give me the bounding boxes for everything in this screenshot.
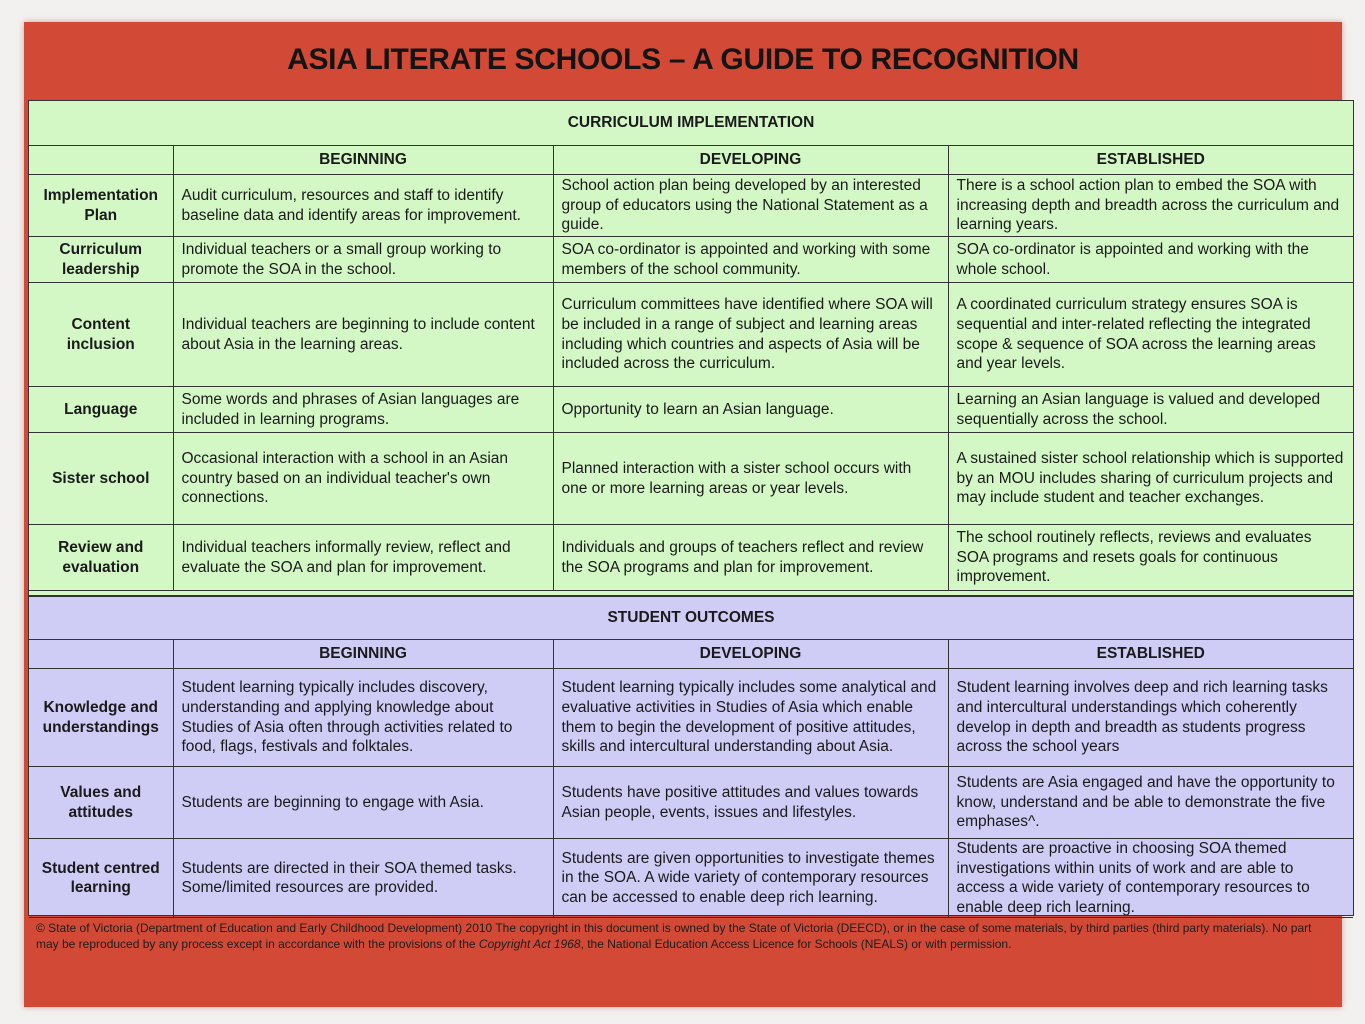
table-row bbox=[29, 433, 1353, 525]
section-heading: CURRICULUM IMPLEMENTATION bbox=[29, 101, 1353, 146]
row-label: Curriculum leadership bbox=[29, 237, 173, 283]
copyright-footer bbox=[36, 920, 1336, 952]
cell-beginning: Occasional interaction with a school in an Asian country based on an individual teacher's own connections. bbox=[173, 433, 553, 525]
row-label: Values and attitudes bbox=[29, 767, 173, 839]
row-label: Language bbox=[29, 387, 173, 433]
cell-developing: Students have positive attitudes and values towards Asian people, events, issues and lifestyles. bbox=[553, 767, 948, 839]
cell-beginning: Audit curriculum, resources and staff to identify baseline data and identify areas for improvement. bbox=[173, 175, 553, 237]
page-title: ASIA LITERATE SCHOOLS – A GUIDE TO RECOGNITION bbox=[287, 43, 1079, 76]
cell-beginning: Student learning typically includes discovery, understanding and applying knowledge about Studies of Asia often through activities related to food, flags, festivals and folktales. bbox=[173, 669, 553, 767]
column-header-established: ESTABLISHED bbox=[948, 640, 1353, 669]
cell-beginning: Individual teachers informally review, reflect and evaluate the SOA and plan for improvement. bbox=[173, 525, 553, 591]
row-label: Content inclusion bbox=[29, 283, 173, 387]
table-row bbox=[29, 387, 1353, 433]
column-header-developing: DEVELOPING bbox=[553, 640, 948, 669]
table-row bbox=[29, 767, 1353, 839]
section-heading: STUDENT OUTCOMES bbox=[29, 597, 1353, 640]
column-header-empty bbox=[29, 640, 173, 669]
cell-developing: Opportunity to learn an Asian language. bbox=[553, 387, 948, 433]
cell-beginning: Individual teachers are beginning to include content about Asia in the learning areas. bbox=[173, 283, 553, 387]
curriculum-table bbox=[29, 101, 1353, 591]
cell-established: Learning an Asian language is valued and developed sequentially across the school. bbox=[948, 387, 1353, 433]
student-outcomes-section bbox=[28, 596, 1354, 916]
copyright-text: © State of Victoria (Department of Education and Early Childhood Development) 2010 The copyright in this document is owned by the State of Victoria (DEECD), or in the case of some materials, by third parties (third party materials). No part may be reproduced by any process except in accordance with the provisions of the bbox=[36, 921, 1312, 951]
cell-developing: SOA co-ordinator is appointed and working with some members of the school community. bbox=[553, 237, 948, 283]
curriculum-implementation-section bbox=[28, 100, 1354, 596]
cell-established: The school routinely reflects, reviews and evaluates SOA programs and resets goals for continuous improvement. bbox=[948, 525, 1353, 591]
column-header-beginning: BEGINNING bbox=[173, 640, 553, 669]
table-row bbox=[29, 283, 1353, 387]
row-label: Knowledge and understandings bbox=[29, 669, 173, 767]
cell-developing: Students are given opportunities to investigate themes in the SOA. A wide variety of contemporary resources can be accessed to enable deep rich learning. bbox=[553, 839, 948, 918]
column-header-established: ESTABLISHED bbox=[948, 146, 1353, 175]
cell-beginning: Students are directed in their SOA themed tasks. Some/limited resources are provided. bbox=[173, 839, 553, 918]
cell-beginning: Some words and phrases of Asian languages are included in learning programs. bbox=[173, 387, 553, 433]
cell-established: Students are proactive in choosing SOA themed investigations within units of work and are able to access a wide variety of contemporary resources to enable deep rich learning. bbox=[948, 839, 1353, 918]
copyright-text-end: , the National Education Access Licence for Schools (NEALS) or with permission. bbox=[580, 937, 1012, 951]
cell-developing: Individuals and groups of teachers reflect and review the SOA programs and plan for improvement. bbox=[553, 525, 948, 591]
table-row bbox=[29, 669, 1353, 767]
table-row bbox=[29, 175, 1353, 237]
cell-established: A coordinated curriculum strategy ensures SOA is sequential and inter-related reflecting the integrated scope & sequence of SOA across the learning areas and year levels. bbox=[948, 283, 1353, 387]
cell-established: A sustained sister school relationship which is supported by an MOU includes sharing of curriculum projects and may include student and teacher exchanges. bbox=[948, 433, 1353, 525]
cell-developing: School action plan being developed by an interested group of educators using the National Statement as a guide. bbox=[553, 175, 948, 237]
row-label: Implementation Plan bbox=[29, 175, 173, 237]
cell-established: Student learning involves deep and rich learning tasks and intercultural understandings which coherently develop in depth and breadth as students progress across the school years bbox=[948, 669, 1353, 767]
copyright-act-title: Copyright Act 1968 bbox=[478, 937, 581, 951]
row-label: Student centred learning bbox=[29, 839, 173, 918]
column-header-empty bbox=[29, 146, 173, 175]
cell-established: There is a school action plan to embed the SOA with increasing depth and breadth across the curriculum and learning years. bbox=[948, 175, 1353, 237]
outcomes-table bbox=[29, 597, 1353, 918]
cell-beginning: Students are beginning to engage with Asia. bbox=[173, 767, 553, 839]
column-header-beginning: BEGINNING bbox=[173, 146, 553, 175]
cell-developing: Student learning typically includes some analytical and evaluative activities in Studies of Asia which enable them to begin the development of positive attitudes, skills and intercultural understanding about Asia. bbox=[553, 669, 948, 767]
cell-developing: Planned interaction with a sister school occurs with one or more learning areas or year levels. bbox=[553, 433, 948, 525]
row-label: Review and evaluation bbox=[29, 525, 173, 591]
table-row bbox=[29, 525, 1353, 591]
column-header-developing: DEVELOPING bbox=[553, 146, 948, 175]
cell-developing: Curriculum committees have identified where SOA will be included in a range of subject and learning areas including which countries and aspects of Asia will be included across the curriculum. bbox=[553, 283, 948, 387]
cell-established: Students are Asia engaged and have the opportunity to know, understand and be able to demonstrate the five emphases^. bbox=[948, 767, 1353, 839]
table-row bbox=[29, 839, 1353, 918]
cell-established: SOA co-ordinator is appointed and working with the whole school. bbox=[948, 237, 1353, 283]
cell-beginning: Individual teachers or a small group working to promote the SOA in the school. bbox=[173, 237, 553, 283]
table-row bbox=[29, 237, 1353, 283]
row-label: Sister school bbox=[29, 433, 173, 525]
